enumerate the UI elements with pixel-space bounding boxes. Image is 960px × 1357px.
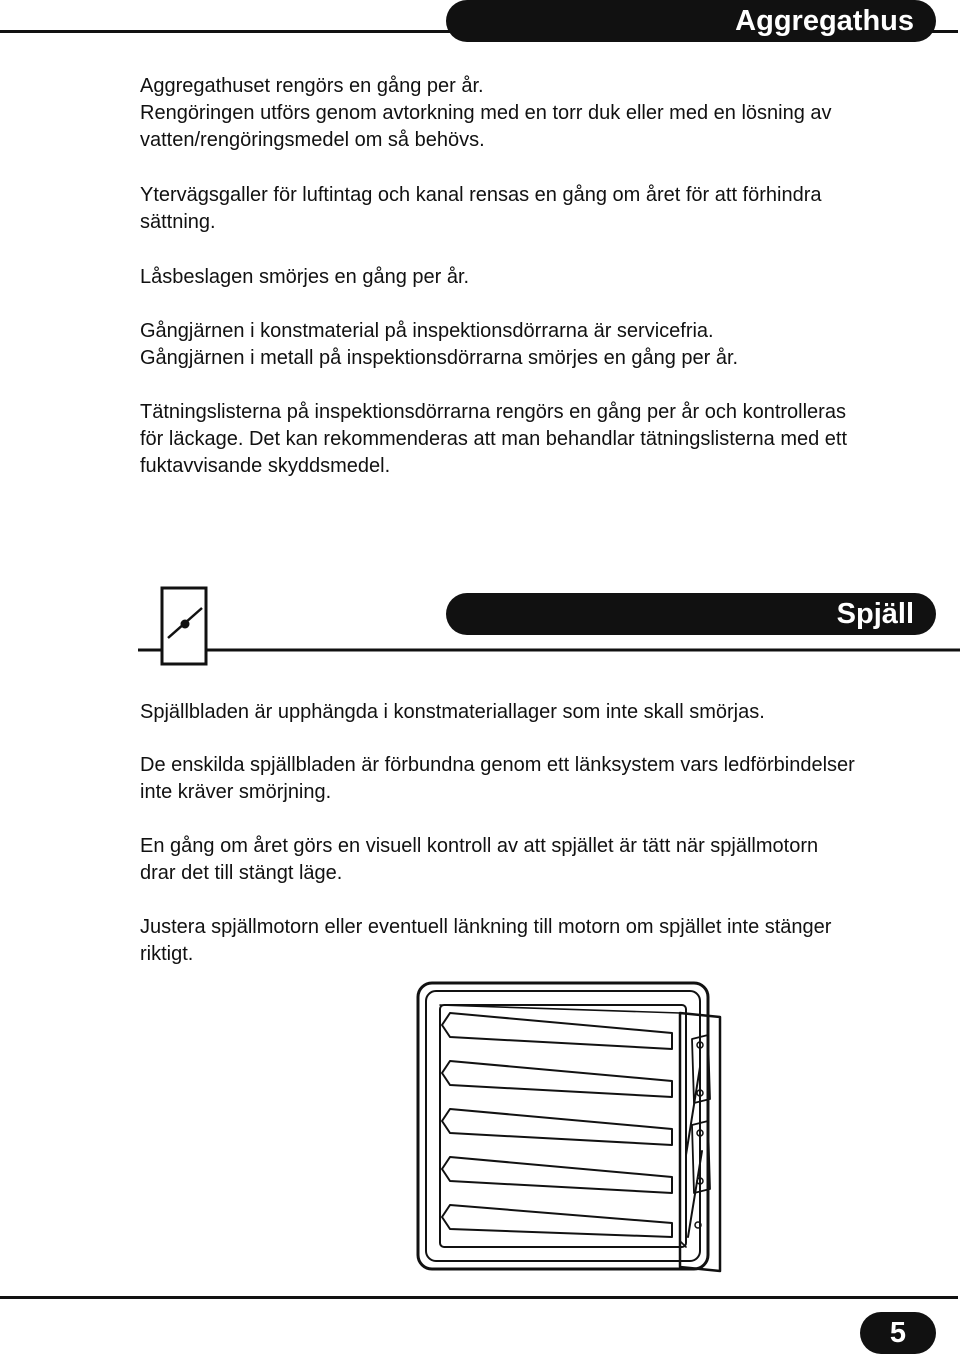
page-number: 5 <box>889 1316 907 1349</box>
paragraph: Ytervägsgaller för luftintag och kanal rensas en gång om året för att förhindra sättning. <box>140 184 822 233</box>
section-title-spjall <box>446 593 936 635</box>
section-title-text: Spjäll <box>836 597 914 630</box>
damper-illustration <box>410 975 730 1275</box>
paragraph: De enskilda spjällbladen är förbundna genom ett länksystem vars ledförbindelser inte kräver smörjning. <box>140 754 855 803</box>
page-number-badge <box>860 1312 936 1354</box>
section-title-aggregathus <box>446 0 936 42</box>
paragraph: Tätningslisterna på inspektionsdörrarna rengörs en gång per år och kontrolleras för läckage. Det kan rekommenderas att man behandlar tätningslisterna med ett fuktavvisande skyddsmedel. <box>140 401 848 477</box>
paragraph: Gångjärnen i konstmaterial på inspektionsdörrarna är servicefria. Gångjärnen i metall på inspektionsdörrarna smörjes en gång per år. <box>140 320 739 369</box>
paragraph: En gång om året görs en visuell kontroll av att spjället är tätt när spjällmotorn drar det till stängt läge. <box>140 835 819 884</box>
footer-rule <box>0 1296 958 1299</box>
paragraph: Aggregathuset rengörs en gång per år. Rengöringen utförs genom avtorkning med en torr duk eller med en lösning av vatten/rengöringsmedel om så behövs. <box>140 75 832 151</box>
section-title-text: Aggregathus <box>735 4 914 37</box>
paragraph: Låsbeslagen smörjes en gång per år. <box>140 266 470 288</box>
paragraph: Spjällbladen är upphängda i konstmateriallager som inte skall smörjas. <box>140 701 765 723</box>
paragraph: Justera spjällmotorn eller eventuell länkning till motorn om spjället inte stänger riktigt. <box>140 916 832 965</box>
